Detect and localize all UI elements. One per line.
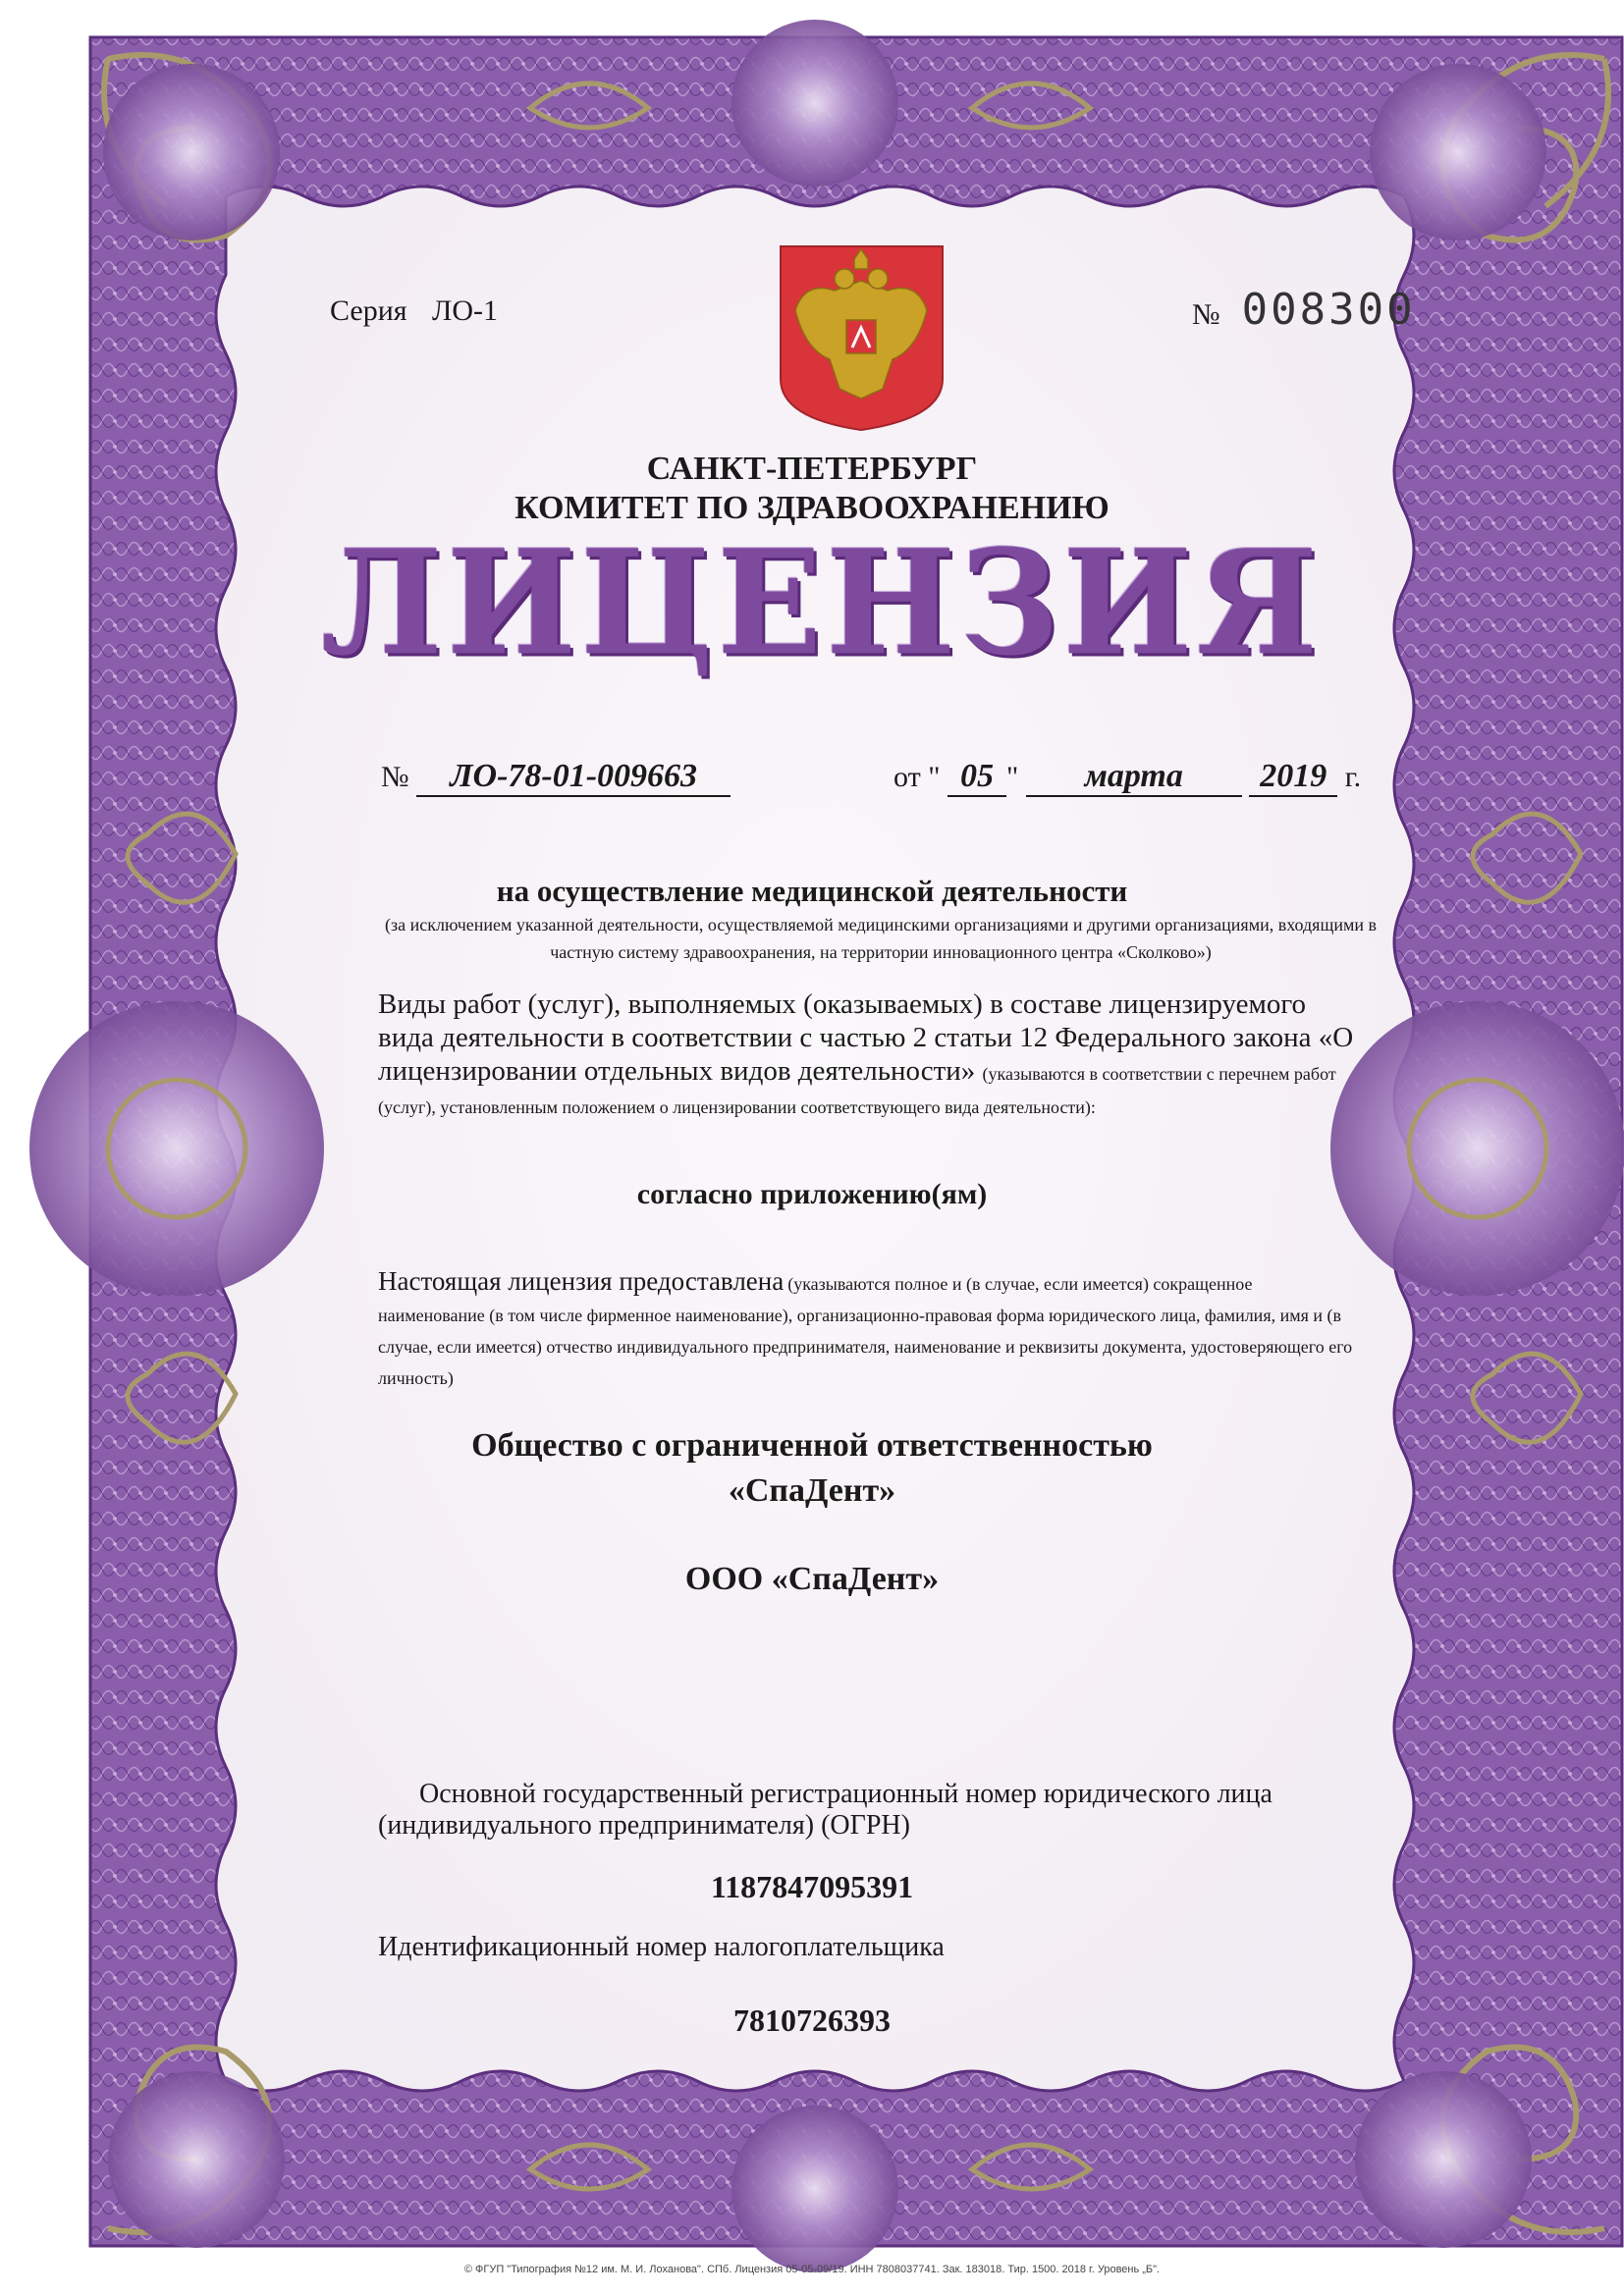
works-block bbox=[378, 988, 1360, 1121]
date-year: 2019 bbox=[1249, 758, 1337, 797]
works-main: Виды работ (услуг), выполняемых (оказываемых) в составе лицензируемого вида деятельности в соответствии с частью 2 статьи 12 Федерального закона «О лицензировании отдельных видов деятельности» bbox=[378, 988, 1354, 1087]
number-sign: № bbox=[1192, 298, 1220, 331]
grantee-note: (указываются полное и (в случае, если имеется) сокращенное наименование (в том числе фирменное наименование), организационно-правовая форма юридического лица, фамилия, имя и (в случае, если имеется) отчество индивидуального предпринимателя, наименование и реквизиты документа, удостоверяющего его личность) bbox=[378, 1274, 1353, 1388]
inn-label: Идентификационный номер налогоплательщика bbox=[378, 1932, 945, 1962]
date-quote-close: " bbox=[1005, 761, 1019, 793]
license-number-line bbox=[381, 758, 731, 797]
works-note: (указываются в соответствии с перечнем работ (услуг), установленным положением о лицензировании соответствующего вида деятельности): bbox=[378, 1064, 1336, 1117]
ogrn-label: Основной государственный регистрационный номер юридического лица (индивидуального предпринимателя) (ОГРН) bbox=[378, 1779, 1272, 1841]
license-date-line bbox=[893, 758, 1361, 797]
license-number: ЛО-78-01-009663 bbox=[416, 758, 731, 797]
grantee-intro: Настоящая лицензия предоставлена bbox=[378, 1266, 785, 1296]
authority-city: САНКТ-ПЕТЕРБУРГ bbox=[646, 451, 978, 487]
activity-title: на осуществление медицинской деятельности bbox=[496, 874, 1128, 908]
inn-value: 7810726393 bbox=[733, 2002, 891, 2038]
series-label: Серия bbox=[330, 294, 407, 327]
printer-note: © ФГУП "Типография №12 им. М. И. Лоханова". СПб. Лицензия 05-05-09/19. ИНН 7808037741. Зак. 183018. Тир. 1500. 2018 г. Уровень „Б". bbox=[463, 2264, 1161, 2275]
authority-committee: КОМИТЕТ ПО ЗДРАВООХРАНЕНИЮ bbox=[514, 490, 1110, 526]
date-year-suffix: г. bbox=[1344, 761, 1362, 793]
grantee-full-name-line2: «СпаДент» bbox=[728, 1472, 896, 1509]
russia-coat-of-arms-icon bbox=[776, 241, 947, 433]
serial-line bbox=[1192, 285, 1416, 335]
license-number-sign: № bbox=[381, 761, 409, 793]
grantee-full-name bbox=[321, 1423, 1303, 1514]
serial-number: 008300 bbox=[1241, 285, 1416, 335]
works-value: согласно приложению(ям) bbox=[636, 1178, 988, 1210]
ogrn-value: 1187847095391 bbox=[710, 1869, 914, 1904]
date-prefix: от " bbox=[893, 761, 941, 793]
grantee-full-name-line1: Общество с ограниченной ответственностью bbox=[471, 1427, 1153, 1464]
document-title: ЛИЦЕНЗИЯ bbox=[321, 518, 1323, 689]
grantee-short-name: ООО «СпаДент» bbox=[684, 1561, 940, 1597]
date-day: 05 bbox=[947, 758, 1006, 797]
series-line bbox=[330, 294, 498, 328]
grantee-block bbox=[378, 1266, 1360, 1395]
date-month: марта bbox=[1026, 758, 1242, 797]
activity-note: (за исключением указанной деятельности, осуществляемой медицинскими организациями и другими организациями, входящими в частную систему здравоохранения, на территории инновационного центра «Сколково») bbox=[385, 915, 1377, 962]
series-value: ЛО-1 bbox=[432, 294, 499, 327]
authority-block bbox=[321, 450, 1303, 528]
